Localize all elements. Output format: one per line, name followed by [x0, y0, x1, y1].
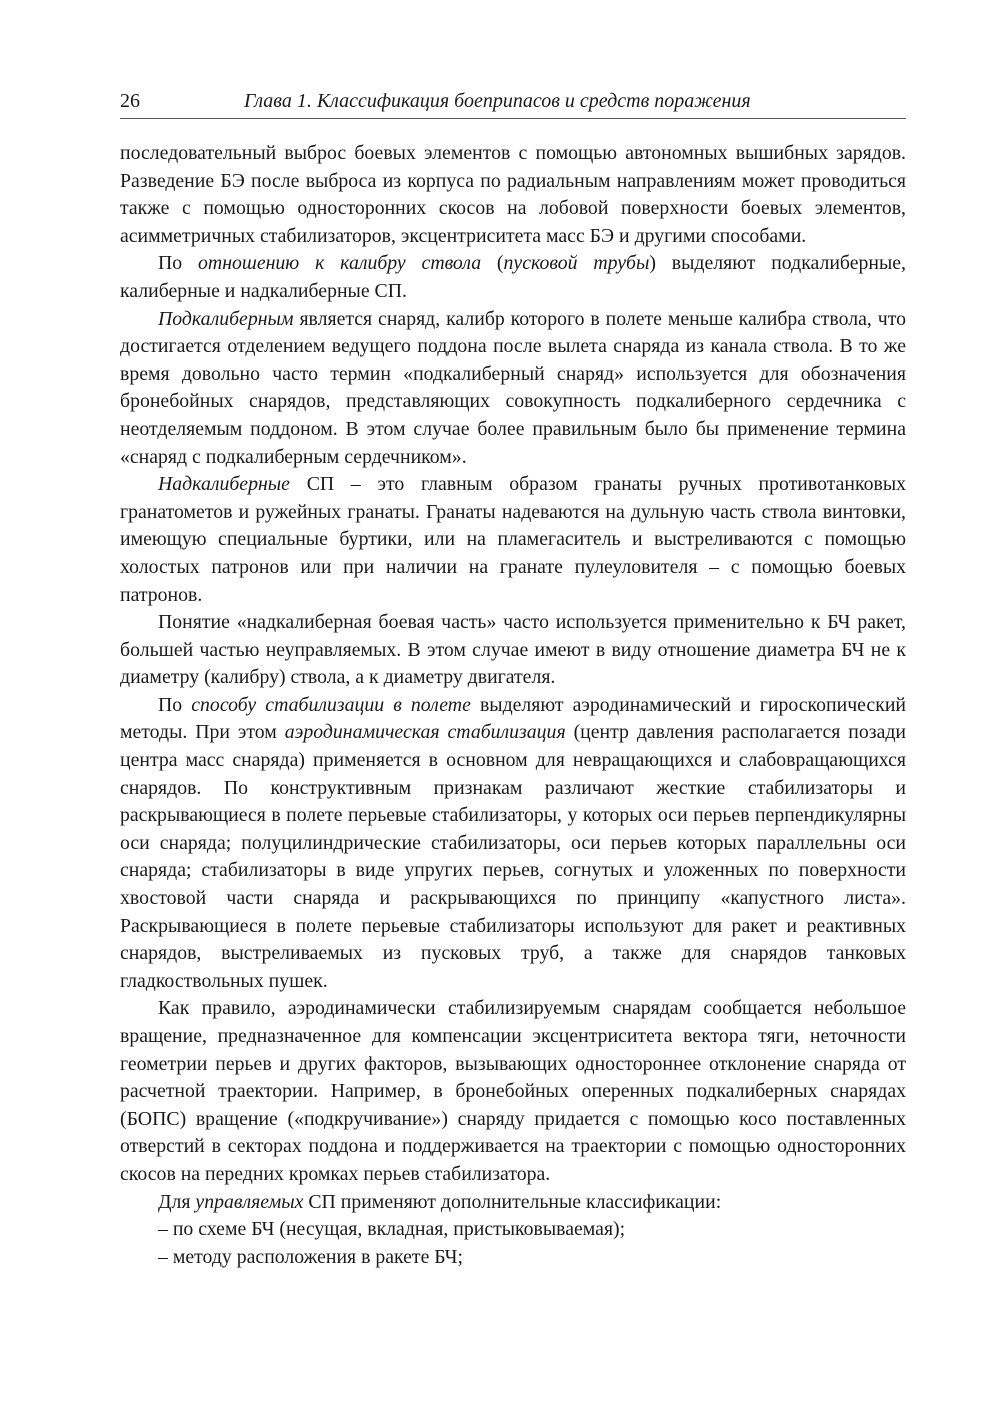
text-run: ) выделяют подкалиберные, калиберные и надкалиберные СП. — [120, 252, 906, 302]
emphasis: Надкалиберные — [158, 473, 290, 496]
paragraph-2 — [120, 250, 906, 305]
emphasis: аэродинамическая стабилизация — [284, 721, 566, 744]
body-text — [120, 140, 906, 1271]
text-run: является снаряд, калибр которого в полете меньше калибра ствола, что достигается отделением ведущего поддона после вылета снаряда из канала ствола. В то же время довольно часто термин «подкалиберный снаряд» используется для обозначения бронебойных снарядов, представляющих совокупность подкалиберного сердечника с неотделяемым поддоном. В этом случае более правильным было бы применение термина «снаряд с подкалиберным сердечником». — [120, 307, 906, 468]
paragraph-3 — [120, 306, 906, 472]
page-header — [120, 88, 906, 119]
text-run: Как правило, аэродинамически стабилизируемым снарядам сообщается небольшое вращение, предназначенное для компенсации эксцентриситета вектора тяги, неточности геометрии перьев и других факторов, вызывающих одностороннее отклонение снаряда от расчетной траектории. Например, в бронебойных оперенных подкалиберных снарядах (БОПС) вращение («подкручивание») снаряду придается с помощью косо поставленных отверстий в секторах поддона и поддерживается на траектории с помощью односторонних скосов на передних кромках перьев стабилизатора. — [120, 997, 906, 1185]
text-run: По — [158, 693, 192, 716]
paragraph-1 — [120, 140, 906, 250]
text-run: По — [158, 252, 199, 275]
paragraph-4 — [120, 471, 906, 609]
text-run: СП – это главным образом гранаты ручных противотанковых гранатометов и ружейных гранаты. Гранаты надеваются на дульную часть ствола винтовки, имеющую специальные буртики, или на пламегаситель и выстреливаются с помощью холостых патронов или при наличии на гранате пулеуловителя – с помощью боевых патронов. — [120, 473, 906, 606]
emphasis: Подкалиберным — [158, 307, 294, 330]
list-item — [120, 1216, 906, 1244]
emphasis: пусковой трубы — [503, 252, 650, 275]
emphasis: способу стабилизации в полете — [191, 693, 471, 716]
text-run: выделяют аэродинамический и гироскопический методы. При этом — [120, 693, 906, 744]
emphasis: управляемых — [195, 1190, 304, 1213]
paragraph-6 — [120, 692, 906, 996]
text-run: последовательный выброс боевых элементов с помощью автономных вышибных зарядов. Разведение БЭ после выброса из корпуса по радиальным направлениям может проводиться также с помощью односторонних скосов на лобовой поверхности боевых элементов, асимметричных стабилизаторов, эксцентриситета масс БЭ и другими способами. — [120, 142, 906, 247]
text-run: – методу расположения в ракете БЧ; — [158, 1245, 464, 1268]
text-run: ( — [481, 252, 504, 275]
text-run: – по схеме БЧ (несущая, вкладная, пристыковываемая); — [158, 1218, 626, 1241]
text-run: (центр давления располагается позади центра масс снаряда) применяется в основном для невращающихся и слабовращающихся снарядов. По конструктивным признакам различают жесткие стабилизаторы и раскрывающиеся в полете перьевые стабилизаторы, у которых оси перьев перпендикулярны оси снаряда; полуцилиндрические стабилизаторы, оси перьев которых параллельны оси снаряда; стабилизаторы в виде упругих перьев, согнутых и уложенных по поверхности хвостовой части снаряда и раскрывающихся по принципу «капустного листа». Раскрывающиеся в полете перьевые стабилизаторы используют для ракет и реактивных снарядов, выстреливаемых из пусковых труб, а также для снарядов танковых гладкоствольных пушек. — [120, 721, 906, 992]
text-run: СП применяют дополнительные классификации: — [303, 1190, 722, 1213]
list-item — [120, 1244, 906, 1272]
paragraph-7 — [120, 995, 906, 1188]
running-title: Глава 1. Классификация боеприпасов и средств поражения — [244, 90, 751, 112]
text-run: Понятие «надкалиберная боевая часть» часто используется применительно к БЧ ракет, большей частью неуправляемых. В этом случае имеют в виду отношение диаметра БЧ не к диаметру (калибру) ствола, а к диаметру двигателя. — [120, 611, 906, 689]
paragraph-5 — [120, 609, 906, 692]
text-run: Для — [158, 1190, 196, 1213]
emphasis: отношению к калибру ствола — [198, 252, 482, 275]
paragraph-8 — [120, 1189, 906, 1217]
page-number: 26 — [120, 90, 140, 112]
